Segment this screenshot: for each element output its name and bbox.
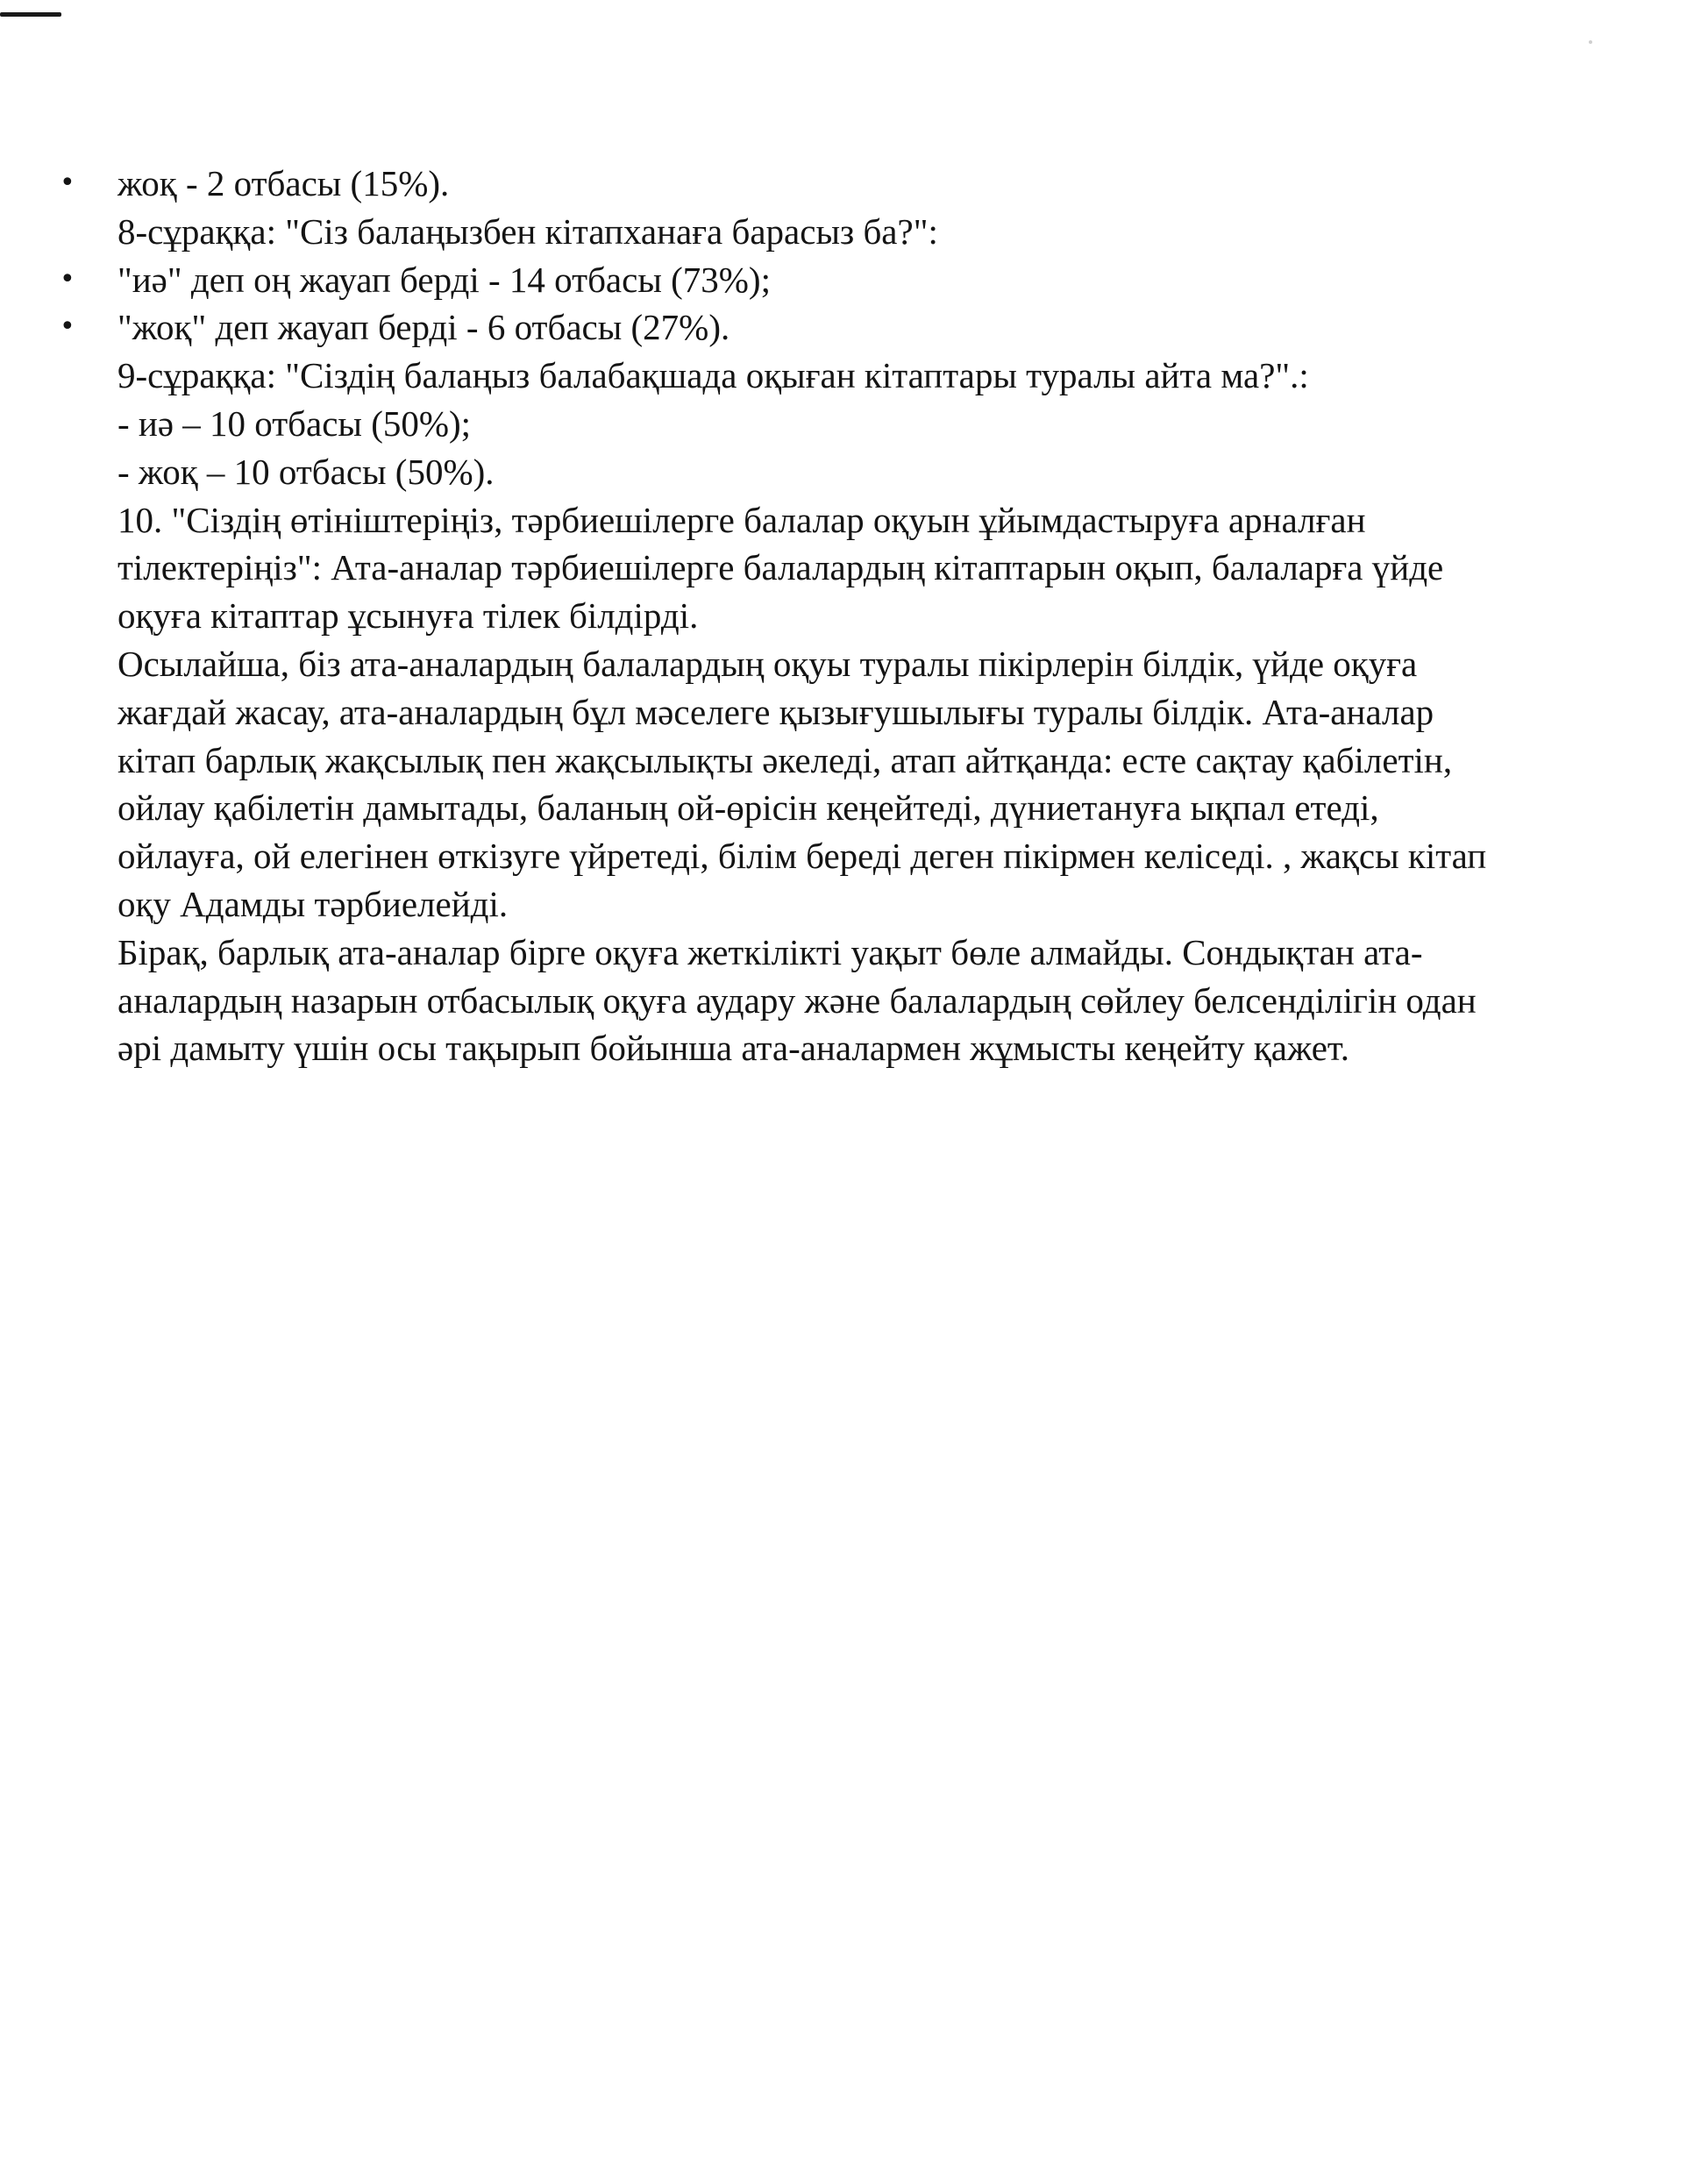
bullet-item-text: "иә" деп оң жауап берді - 14 отбасы (73%); [117,259,771,300]
scan-speck [1589,40,1592,44]
final-paragraph-line: аналардың назарын отбасылық оқуға аудару және балалардың сөйлеу белсенділігін одан [117,979,1477,1021]
bullet-item [60,256,1708,304]
conclusion-paragraph-line: Осылайша, біз ата-аналардың балалардың оқуы туралы пікірлерін білдік, үйде оқуға [117,643,1418,684]
bullet-glyph: • [60,167,75,198]
question-10-text: оқуға кітаптар ұсынуға тілек білдірді. [117,595,699,637]
final-paragraph-line: Бірақ, барлық ата-аналар бірге оқуға жеткілікті уақыт бөле алмайды. Сондықтан ата- [117,931,1423,972]
bullet-item-text: жоқ - 2 отбасы (15%). [117,163,450,203]
scan-edge-mark [0,12,61,17]
conclusion-paragraph-line: кітап барлық жақсылық пен жақсылықты әкеледі, атап айтқанда: есте сақтау қабілетін, [117,739,1453,780]
bullet-item [60,160,1708,208]
conclusion-paragraph-line: оқу Адамды тәрбиелейді. [117,883,509,924]
conclusion-paragraph-line: жағдай жасау, ата-аналардың бұл мәселеге қызығушылығы туралы білдік. Ата-аналар [117,691,1434,732]
bullet-item [60,303,1708,352]
conclusion-paragraph-line: ойлау қабілетін дамытады, баланың ой-өрісін кеңейтеді, дүниетануға ықпал етеді, [117,787,1379,829]
question-8-heading: 8-сұраққа: "Сіз балаңызбен кітапханаға барасыз ба?": [117,210,938,252]
bullet-item-text: "жоқ" деп жауап берді - 6 отбасы (27%). [117,307,730,348]
answer-line: - жоқ – 10 отбасы (50%). [117,451,495,492]
document-page [60,160,1708,1072]
conclusion-paragraph-line: ойлауға, ой елегінен өткізуге үйретеді, білім береді деген пікірмен келіседі. , жақсы кітап [117,836,1487,877]
answer-line: - иә – 10 отбасы (50%); [117,402,472,444]
question-10-text: тілектеріңіз": Ата-аналар тәрбиешілерге балалардың кітаптарын оқып, балаларға үйде [117,547,1444,588]
question-10-text: 10. "Сіздің өтініштеріңіз, тәрбиешілерге балалар оқуын ұйымдастыруға арналған [117,499,1366,540]
final-paragraph-line: әрі дамыту үшін осы тақырып бойынша ата-аналармен жұмысты кеңейту қажет. [117,1028,1350,1069]
question-9-heading: 9-сұраққа: "Сіздің балаңыз балабақшада оқыған кітаптары туралы айта ма?".: [117,355,1309,396]
bullet-glyph: • [60,311,75,343]
bullet-glyph: • [60,263,75,295]
